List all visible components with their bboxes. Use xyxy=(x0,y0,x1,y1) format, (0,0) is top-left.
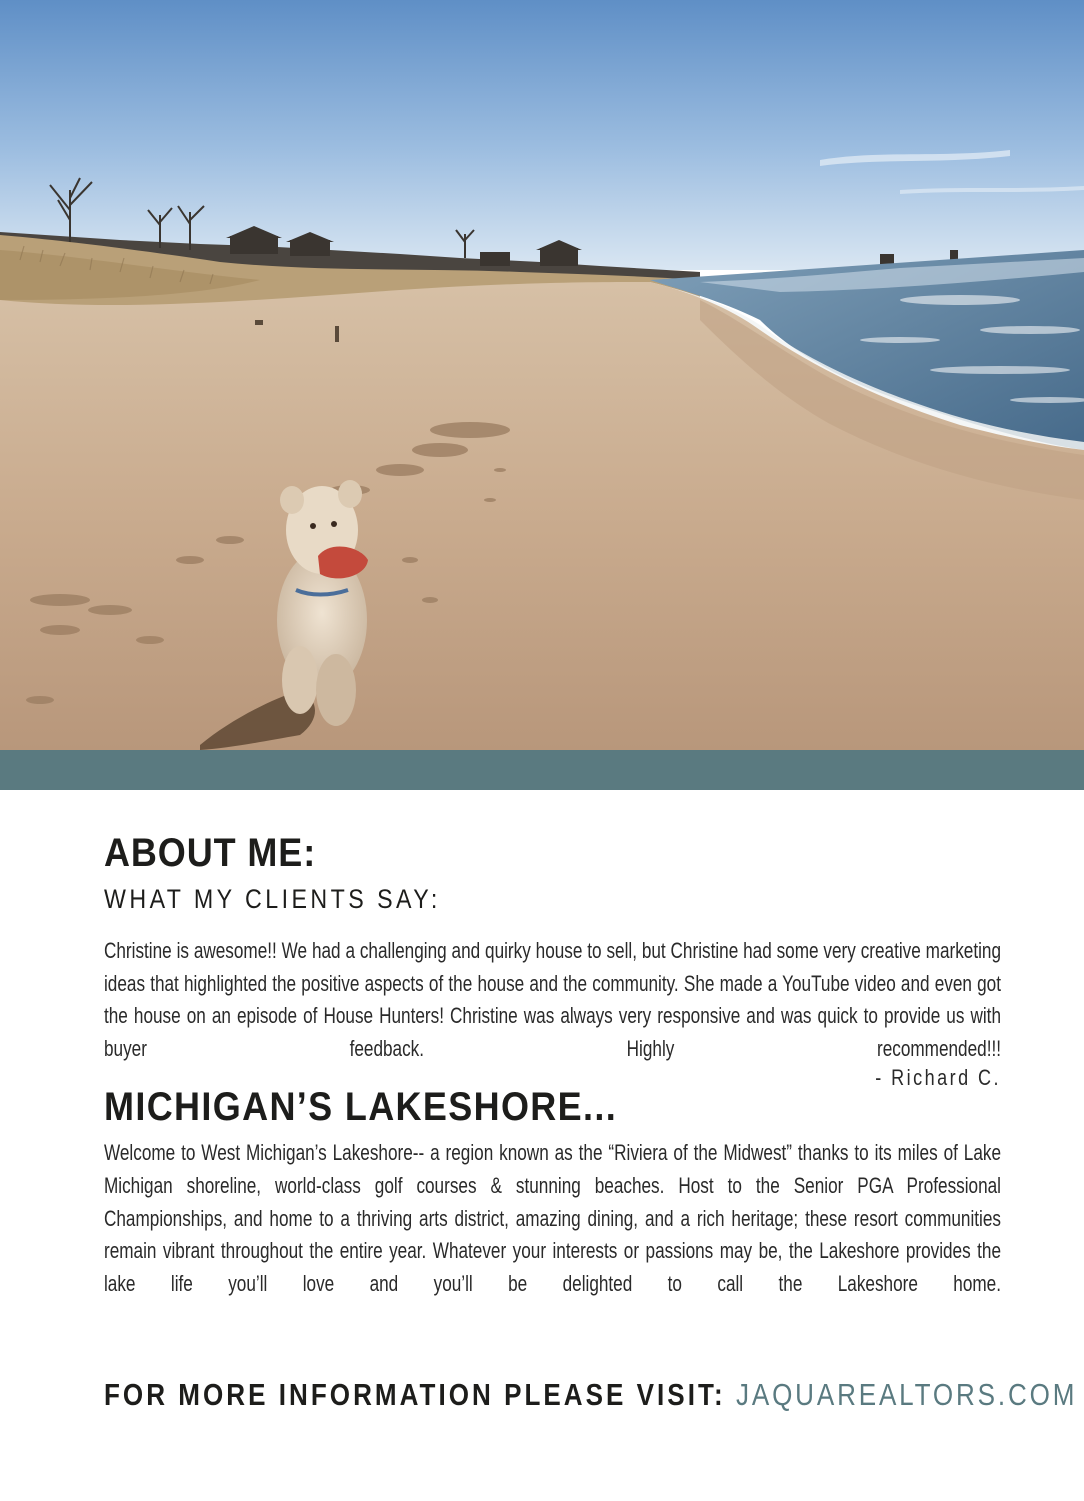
about-heading: ABOUT ME: xyxy=(104,831,317,875)
hero-photo xyxy=(0,0,1084,750)
lakeshore-heading: MICHIGAN’S LAKESHORE... xyxy=(104,1085,618,1129)
testimonial-block xyxy=(104,935,1001,1065)
footer-cta xyxy=(104,1377,1077,1413)
beach-dog-photo xyxy=(0,0,1084,750)
content-section xyxy=(104,831,1001,1337)
lakeshore-text: Welcome to West Michigan’s Lakeshore-- a region known as the “Riviera of the Midwest” thanks to its miles of Lake Michigan shoreline, world-class golf courses & stunning beaches. Host to the Senior PGA Professional Championships, and home to a thriving arts district, amazing dining, and a rich heritage; these resort communities remain vibrant throughout the entire year. Whatever your interests or passions may be, the Lakeshore provides the lake life you’ll love and you’ll be delighted to call the Lakeshore home. xyxy=(104,1140,1001,1297)
dog-figure xyxy=(277,480,368,726)
testimonial-text: Christine is awesome!! We had a challenging and quirky house to sell, but Christine had some very creative marketing ideas that highlighted the positive aspects of the house and the community. She made a YouTube video and even got the house on an episode of House Hunters! Christine was always very responsive and was quick to provide us with buyer feedback. Highly recommended!!! xyxy=(104,938,1001,1061)
footer-prefix: FOR MORE INFORMATION PLEASE VISIT: xyxy=(104,1377,726,1412)
testimonial-subheading: WHAT MY CLIENTS SAY: xyxy=(104,884,441,914)
accent-band xyxy=(0,750,1084,790)
website-link[interactable]: JAQUAREALTORS.COM xyxy=(735,1377,1078,1412)
lakeshore-block xyxy=(104,1137,1001,1337)
testimonial-attribution: - Richard C. xyxy=(875,1065,1001,1090)
